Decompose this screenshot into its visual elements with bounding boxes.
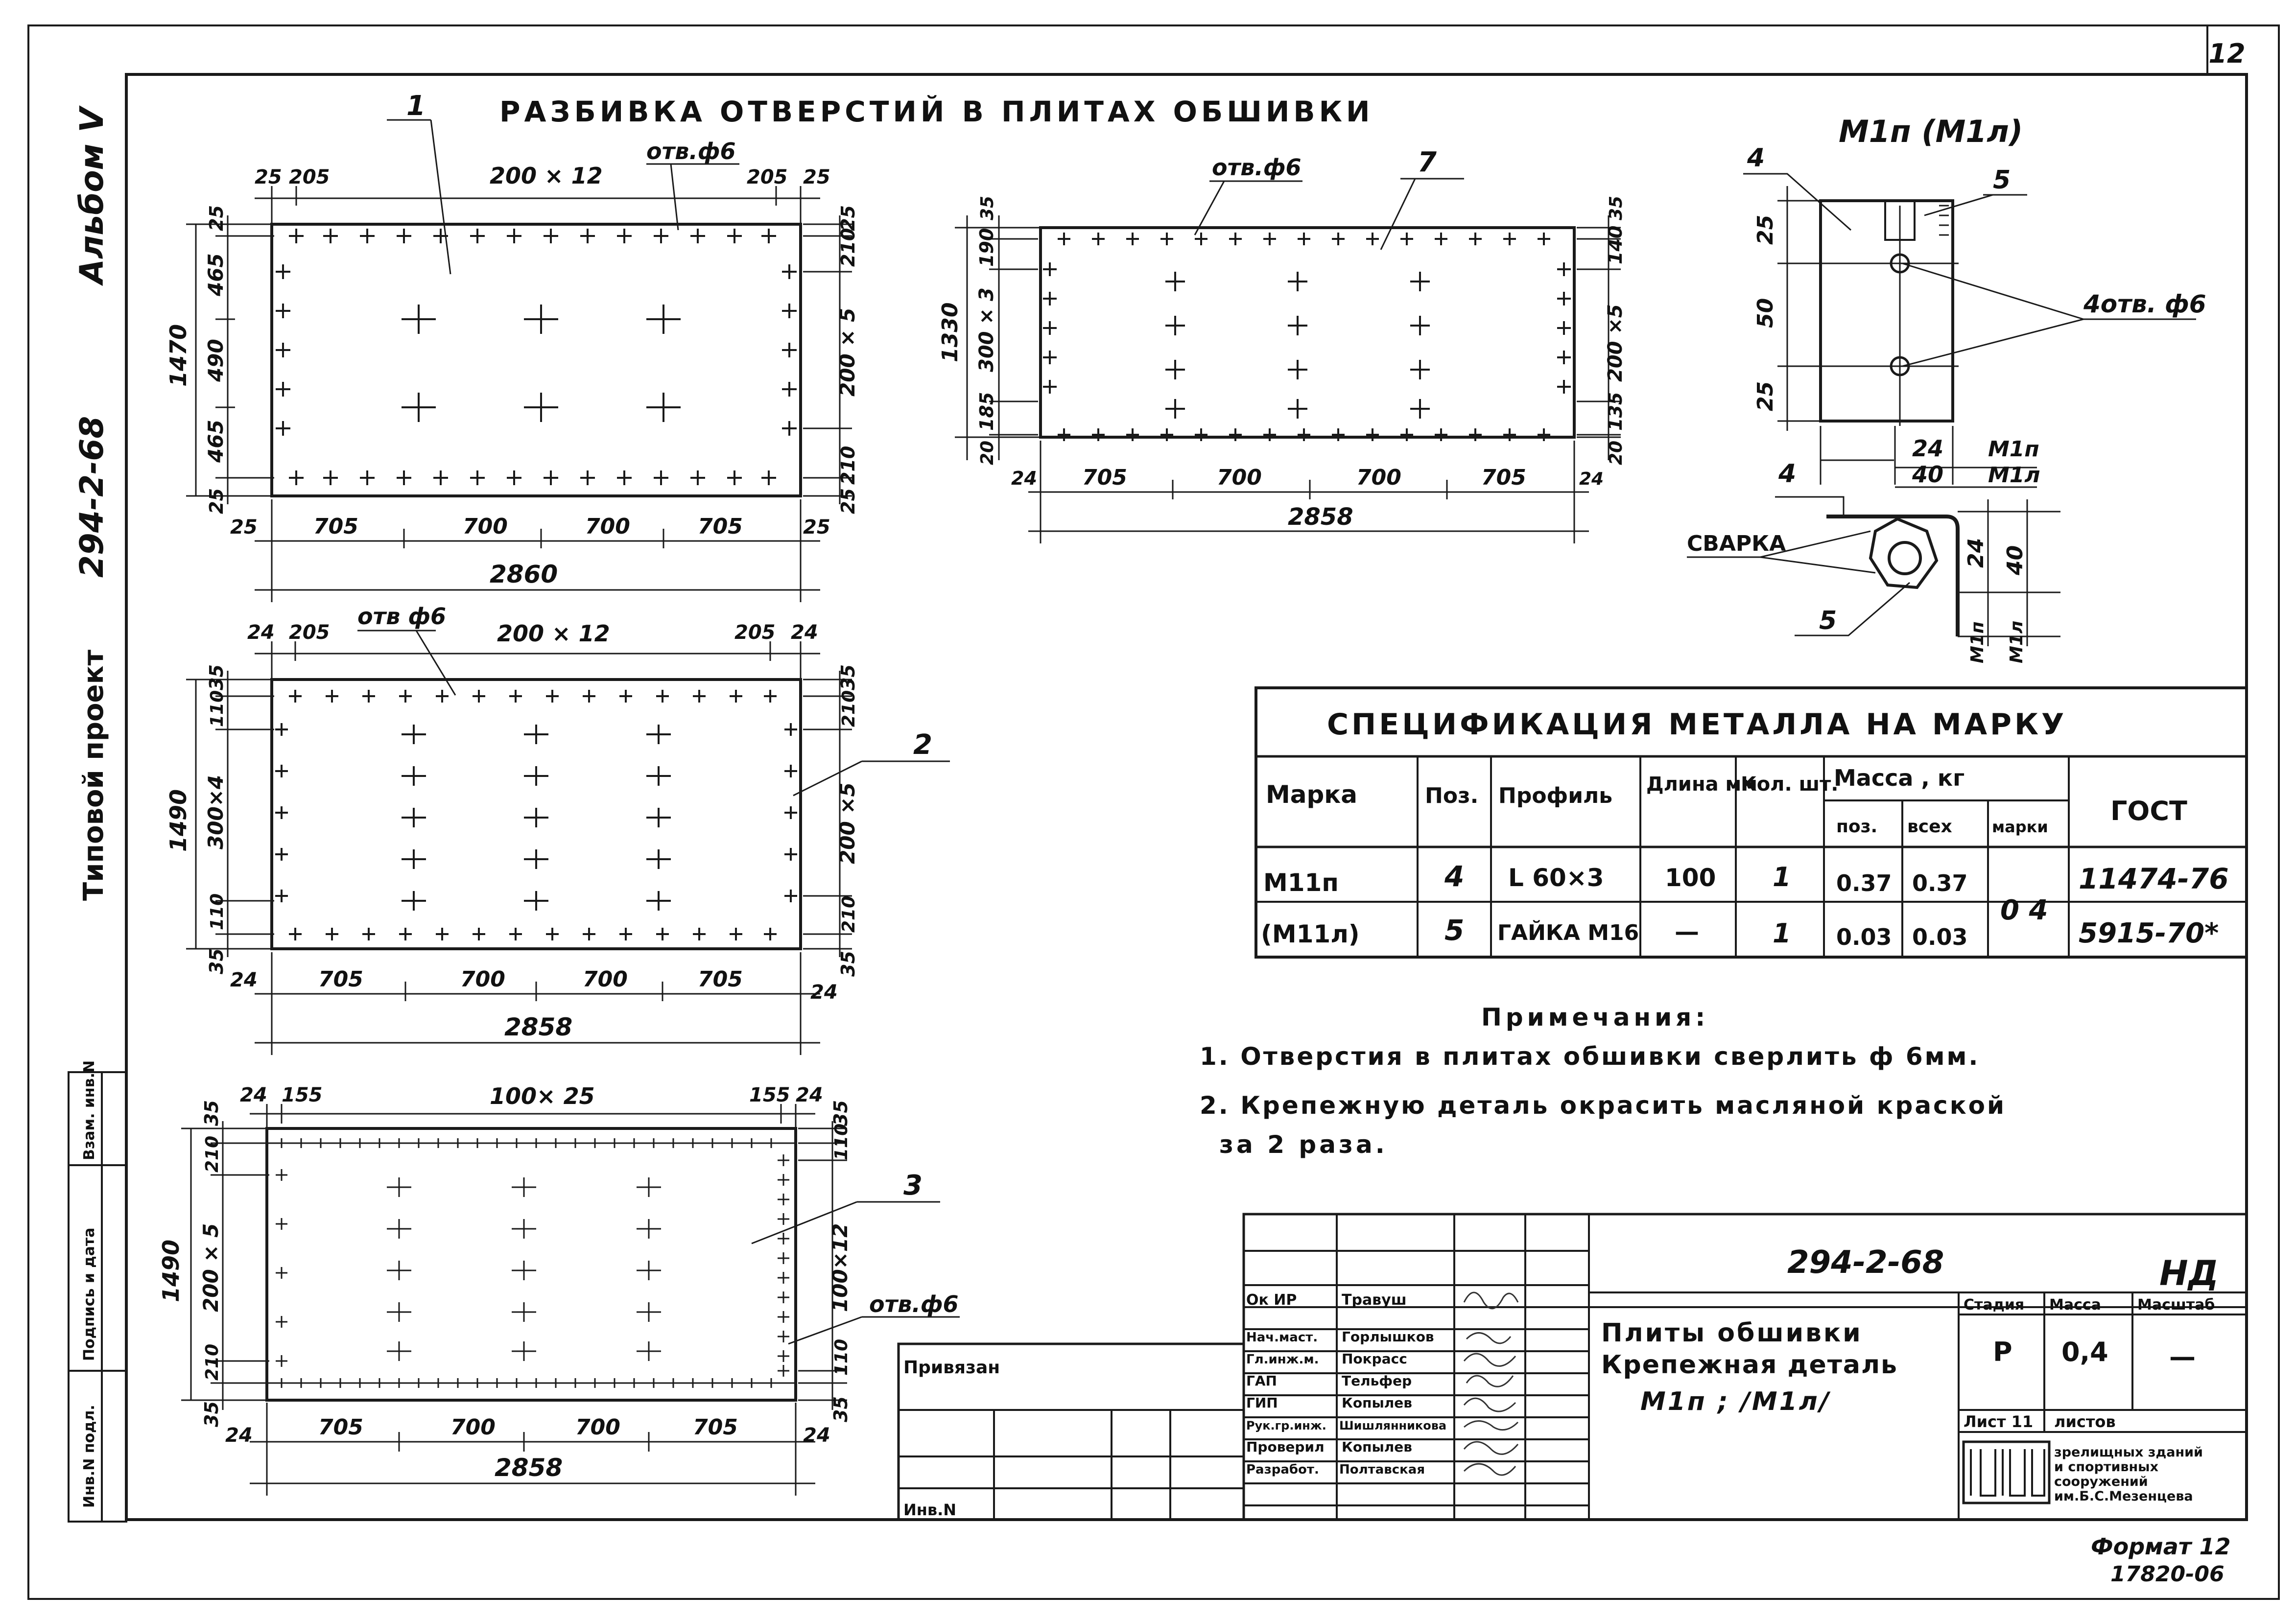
plate-2-right-dim-1: 210 <box>839 690 859 727</box>
plate-2-left-dim-1: 110 <box>207 690 227 727</box>
spec-header-profile: Профиль <box>1498 783 1613 808</box>
plate-7-right-dim-4: 20 <box>1606 440 1626 465</box>
plate-3-right-dim-0: 35 <box>830 1100 852 1126</box>
detail-side-dim-1: 50 <box>1753 298 1778 328</box>
plate-7-left-dim-2: 300 × 3 <box>975 287 998 372</box>
detail-nut-section <box>1870 519 1937 587</box>
plate-3-right-dim-1: 110 <box>831 1123 852 1160</box>
plate-1-top-dim-0: 25 <box>255 166 282 188</box>
outer-border <box>28 25 2279 1599</box>
plate-3-bottom-dim-1: 705 <box>318 1415 363 1440</box>
plate-2-height: 1490 <box>165 789 191 852</box>
stamp-role-1: Нач.маст. <box>1246 1330 1318 1345</box>
stamp-mass-label: Масса <box>2049 1296 2101 1314</box>
plate-3-hole-label: отв.ф6 <box>869 1291 959 1317</box>
detail-section-dim-24: 24 <box>1964 538 1988 568</box>
detail-title: М1п (М1л) <box>1839 114 2023 149</box>
stamp-name-1: Горлышков <box>1342 1329 1434 1345</box>
plate-1-height: 1470 <box>165 324 191 387</box>
plate-2-bottom-dim-4: 705 <box>698 967 743 992</box>
plate-3 <box>158 1083 960 1496</box>
plate-3-right-dim-3: 110 <box>831 1338 852 1376</box>
plate-7-left-dim-0: 35 <box>977 195 997 220</box>
detail-m1 <box>1687 114 2206 663</box>
detail-width-24: 24 <box>1912 435 1944 462</box>
plate-2-left-dim-4: 35 <box>206 948 227 974</box>
spec-row-1-length: — <box>1675 917 1699 946</box>
plate-7-left-dim-3: 185 <box>976 392 997 431</box>
plate-1-right-dim-4: 25 <box>837 488 859 514</box>
plate-1-left-dim-1: 465 <box>204 253 228 296</box>
plate-7 <box>938 146 1627 543</box>
spec-row-1-profile: ГАЙКА М16 <box>1497 920 1639 945</box>
stamp-role-7: Разработ. <box>1246 1462 1319 1477</box>
plate-1-width: 2860 <box>490 560 558 588</box>
org-line-2: и спортивных <box>2054 1459 2158 1475</box>
plate-3-top-dim-2: 100× 25 <box>490 1083 595 1109</box>
plate-2-bottom-dim-5: 24 <box>810 981 838 1004</box>
spec-header-mass-mark: марки <box>1992 818 2048 836</box>
plate-7-right-dim-1: 140 <box>1605 225 1626 264</box>
plate-3-left-dim-3: 210 <box>202 1343 222 1381</box>
plate-7-bottom-dim-4: 705 <box>1481 465 1526 490</box>
stamp-mass: 0,4 <box>2061 1337 2108 1367</box>
plate-3-bottom-dim-3: 700 <box>575 1415 620 1440</box>
plate-1-bottom-dim-0: 25 <box>230 516 258 539</box>
note-2: 2. Крепежную деталь окрасить масляной краской <box>1200 1091 2007 1120</box>
plate-2-hole-label: отв ф6 <box>357 603 447 630</box>
spec-mark-1: (М11л) <box>1261 920 1360 948</box>
plate-1-right-dim-2: 200 × 5 <box>835 307 859 397</box>
stamp-name-5: Шишлянникова <box>1339 1419 1447 1432</box>
stamp-sheet-label: Лист 11 <box>1964 1412 2034 1431</box>
detail-pos-nut-section: 5 <box>1819 606 1837 635</box>
plate-2-bottom-dim-3: 700 <box>583 967 628 992</box>
plate-7-right-dim-3: 135 <box>1605 392 1626 431</box>
plate-1-right-dim-3: 210 <box>837 446 859 485</box>
stamp-stage: Р <box>1993 1337 2012 1367</box>
plate-7-bottom-dim-0: 24 <box>1011 468 1037 489</box>
plate-7-dimension-lines <box>955 215 1621 543</box>
note-2-cont: за 2 раза. <box>1219 1130 1388 1159</box>
detail-angle-elevation <box>1821 201 1953 421</box>
project-type-label: Типовой проект <box>78 650 110 901</box>
detail-pos-angle-section: 4 <box>1778 459 1797 489</box>
plate-3-left-dim-1: 210 <box>202 1135 222 1173</box>
plate-1-right-dim-0: 25 <box>837 205 859 231</box>
plate-2-top-dim-3: 205 <box>734 621 776 644</box>
plate-1-bottom-dim-5: 25 <box>803 516 830 539</box>
plate-2-holes <box>275 690 797 940</box>
plate-3-pos: 3 <box>903 1170 923 1201</box>
plate-3-right-dim-2: 100×12 <box>828 1223 852 1312</box>
spec-row-1-gost: 5915-70* <box>2079 917 2219 949</box>
spec-header-pos: Поз. <box>1425 783 1479 808</box>
note-1: 1. Отверстия в плитах обшивки сверлить ф 6мм. <box>1200 1042 1980 1071</box>
page-number: 12 <box>2208 38 2246 69</box>
org-line-3: сооружений <box>2054 1474 2148 1489</box>
spec-row-0-pos: 4 <box>1444 860 1465 893</box>
plate-3-bottom-dim-4: 705 <box>693 1415 738 1440</box>
plate-7-right-dim-0: 35 <box>1606 195 1626 220</box>
detail-width-40-mark: М1л <box>1988 463 2040 488</box>
plate-1-bottom-dim-1: 705 <box>313 514 358 539</box>
plate-3-holes <box>267 1138 796 1388</box>
detail-pos-nut: 5 <box>1993 165 2011 195</box>
stamp-signatures <box>1464 1292 1518 1475</box>
plate-1-dimension-lines <box>186 186 852 602</box>
title-block <box>899 1214 2247 1520</box>
plate-1-pos: 1 <box>406 90 426 122</box>
plate-2-width: 2858 <box>504 1013 573 1041</box>
plate-7-width: 2858 <box>1288 503 1353 531</box>
plate-2-right-dim-4: 35 <box>837 951 859 977</box>
plate-1-top-dim-2: 200 × 12 <box>490 163 603 189</box>
plate-3-top-dim-4: 24 <box>796 1084 823 1106</box>
spec-header-mass-all: всех <box>1907 817 1952 837</box>
plate-7-height: 1330 <box>938 302 963 362</box>
plate-3-bottom-dim-2: 700 <box>450 1415 496 1440</box>
plate-2-pos: 2 <box>913 729 932 761</box>
plate-2-right-dim-2: 200 ×5 <box>835 782 859 864</box>
detail-pos-angle: 4 <box>1747 143 1765 173</box>
spec-row-0-mass-all: 0.37 <box>1912 870 1968 896</box>
plate-3-height: 1490 <box>158 1239 184 1302</box>
notes-title: Примечания: <box>1481 1003 1709 1032</box>
plate-2-bottom-dim-0: 24 <box>230 969 258 991</box>
plate-3-top-dim-0: 24 <box>240 1084 267 1106</box>
format-label: Формат 12 <box>2091 1533 2231 1560</box>
plate-1-left-dim-4: 25 <box>206 488 227 514</box>
plate-3-left-dim-2: 200 × 5 <box>199 1223 223 1312</box>
spec-row-1-mass-pos: 0.03 <box>1836 924 1892 950</box>
plate-1-top-dim-4: 25 <box>803 166 830 188</box>
plate-7-holes <box>1043 233 1571 441</box>
org-line-4: им.Б.С.Мезенцева <box>2054 1489 2193 1504</box>
plate-1-hole-label: отв.ф6 <box>646 138 736 164</box>
detail-section-dim-40: 40 <box>2003 545 2028 575</box>
plate-3-left-dim-0: 35 <box>201 1100 222 1126</box>
plate-7-left-dim-4: 20 <box>977 440 997 465</box>
org-line-1: зрелищных зданий <box>2054 1445 2203 1460</box>
spec-mass-mark: 0 4 <box>2000 894 2048 926</box>
album-label: Альбом V <box>73 107 111 284</box>
stamp-linked: Привязан <box>903 1358 1000 1378</box>
series-label: 294-2-68 <box>73 416 111 578</box>
plate-2 <box>165 603 950 1055</box>
stamp-name-4: Копылев <box>1342 1395 1413 1411</box>
plate-2-dimension-lines <box>186 641 852 1055</box>
stamp-role-4: ГИП <box>1246 1395 1278 1411</box>
stamp-doc-mark: НД <box>2159 1253 2219 1293</box>
detail-holes-label: 4отв. ф6 <box>2083 290 2206 318</box>
plate-3-top-dim-1: 155 <box>282 1084 323 1106</box>
spec-row-0-qty: 1 <box>1773 862 1791 892</box>
stamp-role-0: Ок ИР <box>1246 1291 1297 1309</box>
plate-3-bottom-dim-0: 24 <box>225 1424 253 1447</box>
stamp-stage-label: Стадия <box>1964 1296 2025 1314</box>
spec-header-gost: ГОСТ <box>2110 796 2187 826</box>
spec-header-mass: Масса , кг <box>1834 765 1965 791</box>
margin-stamp-replace: Взам. инв.N <box>81 1060 98 1160</box>
stamp-role-3: ГАП <box>1246 1373 1277 1389</box>
stamp-role-2: Гл.инж.м. <box>1246 1352 1319 1367</box>
plate-7-outline <box>1041 228 1574 437</box>
plate-2-right-dim-0: 35 <box>837 664 859 690</box>
stamp-role-6: Проверил <box>1246 1439 1325 1455</box>
detail-angle-section <box>1826 516 1958 636</box>
plate-1-bottom-dim-4: 705 <box>698 514 743 539</box>
plate-7-hole-label: отв.ф6 <box>1212 154 1302 181</box>
inventory-number: 17820-06 <box>2110 1562 2225 1587</box>
margin-stamp <box>69 1060 126 1522</box>
plate-2-bottom-dim-1: 705 <box>318 967 363 992</box>
stamp-name-3: Тельфер <box>1342 1373 1412 1389</box>
plate-7-bottom-dim-3: 700 <box>1356 465 1401 490</box>
spec-row-0-profile: L 60×3 <box>1508 864 1604 892</box>
stamp-name-2: Покрасс <box>1342 1351 1407 1367</box>
plate-2-left-dim-3: 110 <box>207 893 227 930</box>
spec-row-1-qty: 1 <box>1773 918 1791 949</box>
plate-3-bottom-dim-5: 24 <box>803 1424 830 1447</box>
plate-7-bottom-dim-1: 705 <box>1082 465 1127 490</box>
plate-7-pos: 7 <box>1418 146 1437 178</box>
plate-2-top-dim-2: 200 × 12 <box>497 620 610 647</box>
plate-3-top-dim-3: 155 <box>749 1084 790 1106</box>
margin-stamp-sign: Подпись и дата <box>81 1227 98 1361</box>
plate-2-top-dim-4: 24 <box>791 621 818 644</box>
detail-side-dim-0: 25 <box>1753 214 1778 245</box>
spec-row-0-length: 100 <box>1665 864 1716 892</box>
plate-1-right-dim-1: 210 <box>837 228 859 267</box>
spec-header-mark: Марка <box>1266 780 1357 809</box>
stamp-name-0: Травуш <box>1342 1291 1407 1309</box>
plate-1 <box>165 90 859 602</box>
spec-row-0-mass-pos: 0.37 <box>1836 870 1892 896</box>
stamp-inv: Инв.N <box>903 1501 957 1519</box>
plate-7-right-dim-2: 200 ×5 <box>1604 304 1627 382</box>
detail-section-mark-1: М1л <box>2007 620 2027 663</box>
detail-section-mark-0: М1п <box>1967 621 1988 663</box>
plate-2-left-dim-2: 300×4 <box>204 774 228 849</box>
stamp-title-line-3: М1п ; /М1л/ <box>1640 1387 1831 1416</box>
stamp-scale-label: Масштаб <box>2137 1296 2215 1314</box>
spec-row-1-mass-all: 0.03 <box>1912 924 1968 950</box>
detail-width-24-mark: М1п <box>1988 437 2039 462</box>
plate-2-top-dim-0: 24 <box>247 621 275 644</box>
stamp-name-6: Копылев <box>1342 1439 1413 1455</box>
stamp-sheets-label: листов <box>2054 1412 2116 1431</box>
detail-weld-label: СВАРКА <box>1687 531 1786 556</box>
detail-width-40: 40 <box>1912 461 1944 488</box>
stamp-name-7: Полтавская <box>1339 1462 1425 1477</box>
spec-row-1-pos: 5 <box>1444 914 1465 947</box>
plate-1-left-dim-2: 490 <box>204 339 228 382</box>
plate-7-left-dim-1: 190 <box>976 228 997 267</box>
plate-7-bottom-dim-2: 700 <box>1217 465 1262 490</box>
detail-side-dim-2: 25 <box>1753 381 1778 411</box>
stamp-role-5: Рук.гр.инж. <box>1246 1419 1326 1432</box>
plate-1-left-dim-3: 465 <box>204 420 228 463</box>
plate-3-dimension-lines <box>181 1104 847 1496</box>
stamp-title-line-1: Плиты обшивки <box>1601 1318 1863 1348</box>
plate-3-outline <box>267 1128 796 1400</box>
plate-7-bottom-dim-5: 24 <box>1579 469 1604 489</box>
spec-mark-0: М11п <box>1263 868 1339 897</box>
stamp-scale: — <box>2169 1341 2196 1372</box>
inner-frame <box>126 74 2247 1520</box>
plate-1-bottom-dim-3: 700 <box>585 514 630 539</box>
plate-2-top-dim-1: 205 <box>289 621 330 644</box>
plate-3-width: 2858 <box>495 1454 563 1482</box>
plate-3-left-dim-4: 35 <box>201 1401 222 1427</box>
plate-1-outline <box>272 224 801 496</box>
plates-title: РАЗБИВКА ОТВЕРСТИЙ В ПЛИТАХ ОБШИВКИ <box>499 95 1374 128</box>
stamp-title-line-2: Крепежная деталь <box>1601 1350 1898 1380</box>
plate-2-bottom-dim-2: 700 <box>460 967 505 992</box>
plate-1-top-dim-3: 205 <box>747 166 788 188</box>
spec-title: СПЕЦИФИКАЦИЯ МЕТАЛЛА НА МАРКУ <box>1327 707 2067 742</box>
plate-1-top-dim-1: 205 <box>289 166 330 188</box>
org-logo-icon <box>1964 1442 2049 1503</box>
plate-1-holes <box>276 229 797 485</box>
margin-stamp-inv: Инв.N подл. <box>81 1405 98 1508</box>
spec-row-0-gost: 11474-76 <box>2079 862 2229 895</box>
spec-header-qty: Кол. шт. <box>1741 773 1839 796</box>
spec-table <box>1256 688 2247 957</box>
plate-2-right-dim-3: 210 <box>839 895 859 933</box>
plate-1-bottom-dim-2: 700 <box>463 514 508 539</box>
spec-header-mass-pos: поз. <box>1836 817 1878 837</box>
stamp-doc-code: 294-2-68 <box>1787 1244 1944 1281</box>
spec-header-length: Длина мм <box>1646 773 1757 796</box>
plate-2-left-dim-0: 35 <box>206 664 227 690</box>
notes <box>1200 1003 2006 1159</box>
plate-3-right-dim-4: 35 <box>830 1396 852 1422</box>
plate-1-left-dim-0: 25 <box>206 205 227 231</box>
